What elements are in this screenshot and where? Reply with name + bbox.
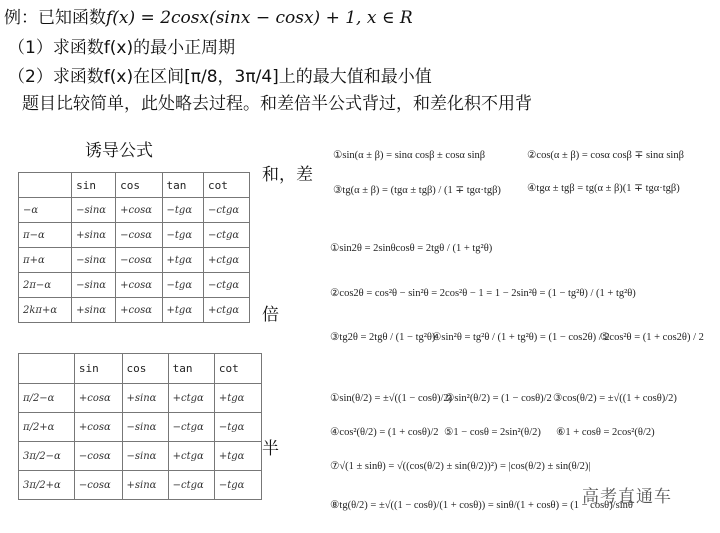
- table-cell: 2π−α: [19, 273, 72, 298]
- double-formula-2: ②cos2θ = cos²θ − sin²θ = 2cos²θ − 1 = 1 − 2sin²θ = (1 − tg²θ) / (1 + tg²θ): [330, 288, 636, 299]
- double-formula-5: ⑤cos²θ = (1 + cos2θ) / 2: [600, 332, 704, 343]
- table-cell: π−α: [19, 223, 72, 248]
- half-formula-1: ①sin(θ/2) = ±√((1 − cosθ)/2): [330, 393, 453, 404]
- problem-statement: [4, 3, 413, 28]
- half-formula-5: ⑤1 − cosθ = 2sin²(θ/2): [444, 427, 541, 438]
- half-angle-label: 半: [262, 439, 279, 459]
- table-cell: +cosα: [116, 273, 162, 298]
- table-header-cell: cos: [122, 354, 168, 384]
- sum-formula-4: ④tgα ± tgβ = tg(α ± β)(1 ∓ tgα·tgβ): [527, 183, 680, 194]
- table-cell: +cosα: [74, 413, 122, 442]
- table-row: [19, 442, 262, 471]
- table-cell: +sinα: [72, 223, 116, 248]
- table-row: [19, 384, 262, 413]
- note-text: 题目比较简单，此处略去过程。和差倍半公式背过，和差化积不用背: [22, 94, 532, 114]
- table-header-row: [19, 354, 262, 384]
- table-cell: 3π/2−α: [19, 442, 75, 471]
- table-header-cell: cos: [116, 173, 162, 198]
- table-cell: +tgα: [214, 442, 261, 471]
- table-cell: −sinα: [122, 442, 168, 471]
- table-cell: +sinα: [122, 471, 168, 500]
- table-cell: −cosα: [116, 248, 162, 273]
- table-cell: −ctgα: [204, 223, 250, 248]
- double-angle-label: 倍: [262, 305, 279, 325]
- table-cell: +ctgα: [204, 298, 250, 323]
- table-header-cell: cot: [204, 173, 250, 198]
- sum-formula-3: ③tg(α ± β) = (tgα ± tgβ) / (1 ∓ tgα·tgβ): [333, 185, 501, 196]
- table-cell: −tgα: [162, 273, 203, 298]
- induction-formulas-heading: 诱导公式: [85, 141, 153, 161]
- half-formula-3: ③cos(θ/2) = ±√((1 + cosθ)/2): [553, 393, 677, 404]
- table-cell: −α: [19, 198, 72, 223]
- table-row: [19, 248, 250, 273]
- table-cell: −tgα: [214, 413, 261, 442]
- problem-prefix: 例：已知函数: [4, 8, 106, 28]
- table-cell: +cosα: [116, 198, 162, 223]
- watermark: 高考直通车: [582, 487, 672, 507]
- table-cell: +tgα: [162, 248, 203, 273]
- table-cell: π/2+α: [19, 413, 75, 442]
- question-2: （2）求函数f(x)在区间[π/8，3π/4]上的最大值和最小值: [8, 67, 432, 87]
- table-cell: −sinα: [122, 413, 168, 442]
- table-cell: −sinα: [72, 198, 116, 223]
- table-cell: −ctgα: [168, 471, 214, 500]
- table-cell: −cosα: [116, 223, 162, 248]
- table-row: [19, 298, 250, 323]
- table-cell: −ctgα: [204, 198, 250, 223]
- table-header-cell: tan: [168, 354, 214, 384]
- table-cell: +sinα: [122, 384, 168, 413]
- table-cell: 2kπ+α: [19, 298, 72, 323]
- table-row: [19, 198, 250, 223]
- question-1: （1）求函数f(x)的最小正周期: [8, 38, 236, 58]
- sum-formula-1: ①sin(α ± β) = sinα cosβ ± cosα sinβ: [333, 150, 486, 161]
- half-formula-7: ⑦√(1 ± sinθ) = √((cos(θ/2) ± sin(θ/2))²) = |cos(θ/2) ± sin(θ/2)|: [330, 461, 591, 472]
- half-formula-4: ④cos²(θ/2) = (1 + cosθ)/2: [330, 427, 439, 438]
- table-header-cell: cot: [214, 354, 261, 384]
- table-cell: +cosα: [116, 298, 162, 323]
- table-header-cell: sin: [74, 354, 122, 384]
- sum-formula-2: ②cos(α ± β) = cosα cosβ ∓ sinα sinβ: [527, 150, 684, 161]
- table-cell: π+α: [19, 248, 72, 273]
- half-formula-2: ②sin²(θ/2) = (1 − cosθ)/2: [445, 393, 552, 404]
- table-header-cell: [19, 173, 72, 198]
- problem-function: f(x) = 2cosx(sinx − cosx) + 1, x ∈ R: [106, 8, 413, 28]
- table-cell: −cosα: [74, 471, 122, 500]
- half-formula-8: ⑧tg(θ/2) = ±√((1 − cosθ)/(1 + cosθ)) = sinθ/(1 + cosθ) = (1 − cosθ)/sinθ: [330, 500, 633, 511]
- table-cell: −ctgα: [204, 273, 250, 298]
- table-cell: −tgα: [214, 471, 261, 500]
- double-formula-4: ④sin²θ = tg²θ / (1 + tg²θ) = (1 − cos2θ) / 2: [432, 332, 610, 343]
- table-cell: π/2−α: [19, 384, 75, 413]
- double-formula-3: ③tg2θ = 2tgθ / (1 − tg²θ): [330, 332, 436, 343]
- table-cell: −sinα: [72, 248, 116, 273]
- table-cell: +sinα: [72, 298, 116, 323]
- table-cell: +cosα: [74, 384, 122, 413]
- table-cell: +ctgα: [168, 442, 214, 471]
- table-cell: −cosα: [74, 442, 122, 471]
- induction-table-1: [18, 172, 250, 323]
- table-cell: 3π/2+α: [19, 471, 75, 500]
- table-cell: −ctgα: [168, 413, 214, 442]
- sum-diff-label: 和，差: [262, 165, 313, 185]
- table-cell: −tgα: [162, 198, 203, 223]
- table-cell: +tgα: [214, 384, 261, 413]
- table-header-cell: [19, 354, 75, 384]
- table-cell: +ctgα: [168, 384, 214, 413]
- table-cell: −tgα: [162, 223, 203, 248]
- table-row: [19, 273, 250, 298]
- table-header-cell: sin: [72, 173, 116, 198]
- half-formula-6: ⑥1 + cosθ = 2cos²(θ/2): [556, 427, 655, 438]
- table-row: [19, 471, 262, 500]
- table-cell: +tgα: [162, 298, 203, 323]
- table-header-cell: tan: [162, 173, 203, 198]
- table-cell: +ctgα: [204, 248, 250, 273]
- table-row: [19, 223, 250, 248]
- table-row: [19, 413, 262, 442]
- table-header-row: [19, 173, 250, 198]
- induction-table-2: [18, 353, 262, 500]
- table-cell: −sinα: [72, 273, 116, 298]
- double-formula-1: ①sin2θ = 2sinθcosθ = 2tgθ / (1 + tg²θ): [330, 243, 493, 254]
